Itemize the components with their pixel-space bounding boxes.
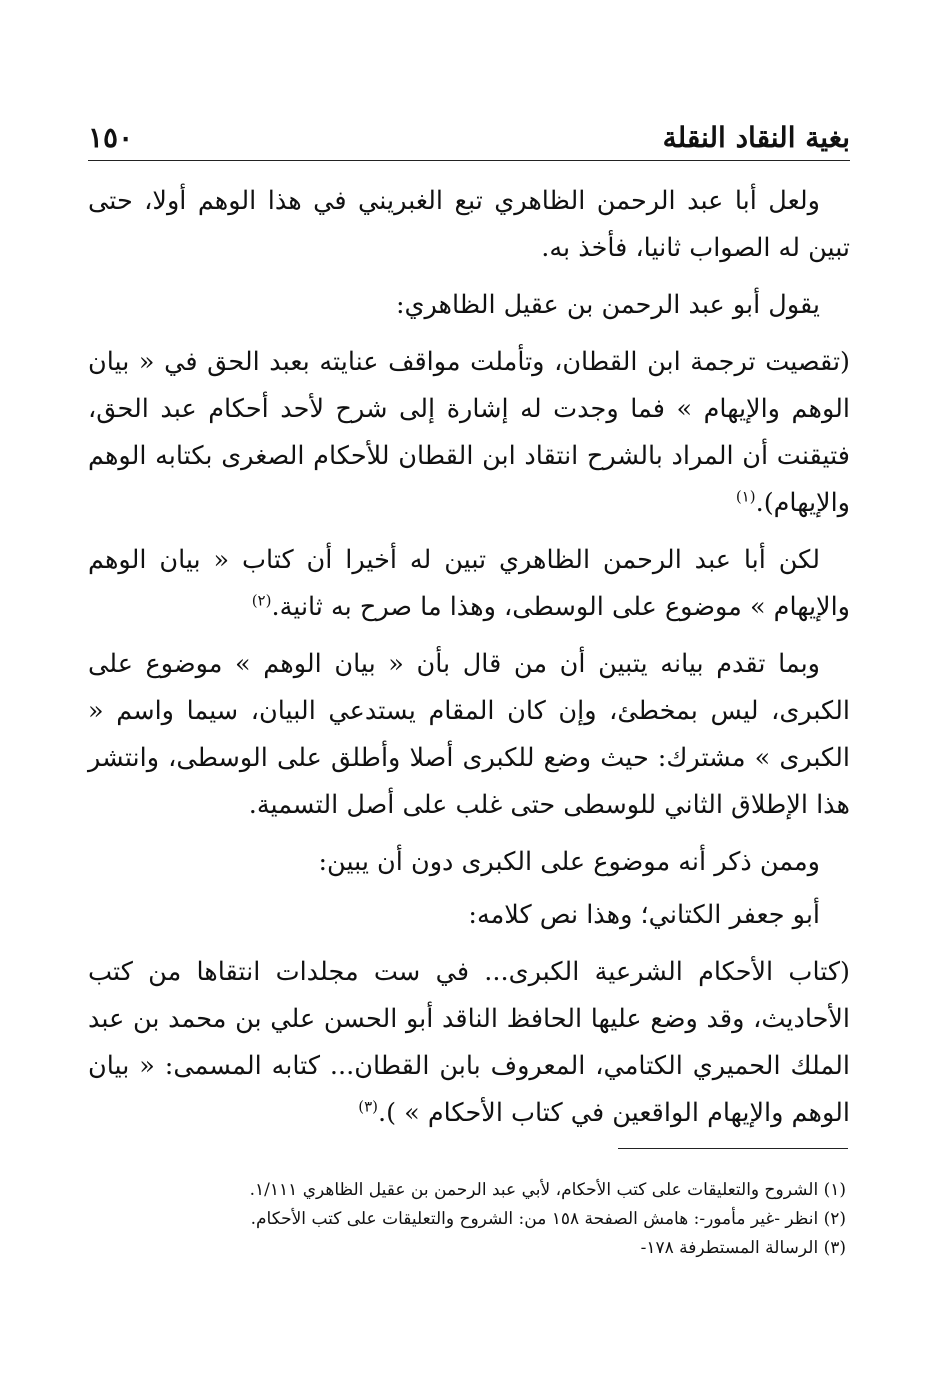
footnote: (٢) انظر -غير مأمور-: هامش الصفحة ١٥٨ من: الشروح والتعليقات على كتب الأحكام. xyxy=(250,1209,846,1229)
footnotes xyxy=(88,1176,850,1263)
footnote-ref: (١) xyxy=(735,487,756,506)
header-rule xyxy=(88,160,850,161)
quote-paragraph: (تقصيت ترجمة ابن القطان، وتأملت مواقف عنايته بعبد الحق في « بيان الوهم والإيهام » فما وجدت له إشارة إلى شرح لأحد أحكام عبد الحق، فتيقنت أن المراد بالشرح انتقاد ابن القطان للأحكام الصغرى بكتابه الوهم والإيهام).$^{(١)}$ xyxy=(88,347,850,518)
paragraph: يقول أبو عبد الرحمن بن عقيل الظاهري: xyxy=(395,290,820,320)
footnote: (٣) الرسالة المستطرفة ١٧٨- xyxy=(640,1238,846,1258)
page-header xyxy=(88,108,850,154)
paragraph: وبما تقدم بيانه يتبين أن من قال بأن « بيان الوهم » موضوع على الكبرى، ليس بمخطئ، وإن كان المقام يستدعي البيان، سيما واسم « الكبرى » مشترك: حيث وضع للكبرى أصلا وأطلق على الوسطى، وانتشر هذا الإطلاق الثاني للوسطى حتى غلب على أصل التسمية. xyxy=(88,649,850,820)
footnote-ref: (٣) xyxy=(358,1097,378,1116)
quote-paragraph: (كتاب الأحكام الشرعية الكبرى... في ست مجلدات انتقاها من كتب الأحاديث، وقد وضع عليها الحافظ الناقد أبو الحسن علي بن محمد بن عبد الملك الحميري الكتامي، المعروف بابن القطان... كتابه المسمى: « بيان الوهم والإيهام الواقعين في كتاب الأحكام » ).$^{(٣)}$ xyxy=(88,957,850,1128)
paragraph: وممن ذكر أنه موضوع على الكبرى دون أن يبين: xyxy=(318,847,820,877)
page-number: ١٥٠ xyxy=(88,121,134,154)
footnote: (١) الشروح والتعليقات على كتب الأحكام، لأبي عبد الرحمن بن عقيل الظاهري ١/١١١. xyxy=(249,1180,846,1200)
paragraph: لكن أبا عبد الرحمن الظاهري تبين له أخيرا أن كتاب « بيان الوهم والإيهام » موضوع على الوسطى، وهذا ما صرح به ثانية.$^{(٢)}$ xyxy=(88,545,850,622)
paragraph: ولعل أبا عبد الرحمن الظاهري تبع الغبريني في هذا الوهم أولا، حتى تبين له الصواب ثانيا، فأخذ به. xyxy=(88,186,850,263)
footnote-ref: (٢) xyxy=(251,591,272,610)
body-text xyxy=(88,178,850,1147)
paragraph: أبو جعفر الكتاني؛ وهذا نص كلامه: xyxy=(468,900,820,930)
running-title: بغية النقاد النقلة xyxy=(662,121,850,154)
footnote-separator xyxy=(618,1148,848,1149)
